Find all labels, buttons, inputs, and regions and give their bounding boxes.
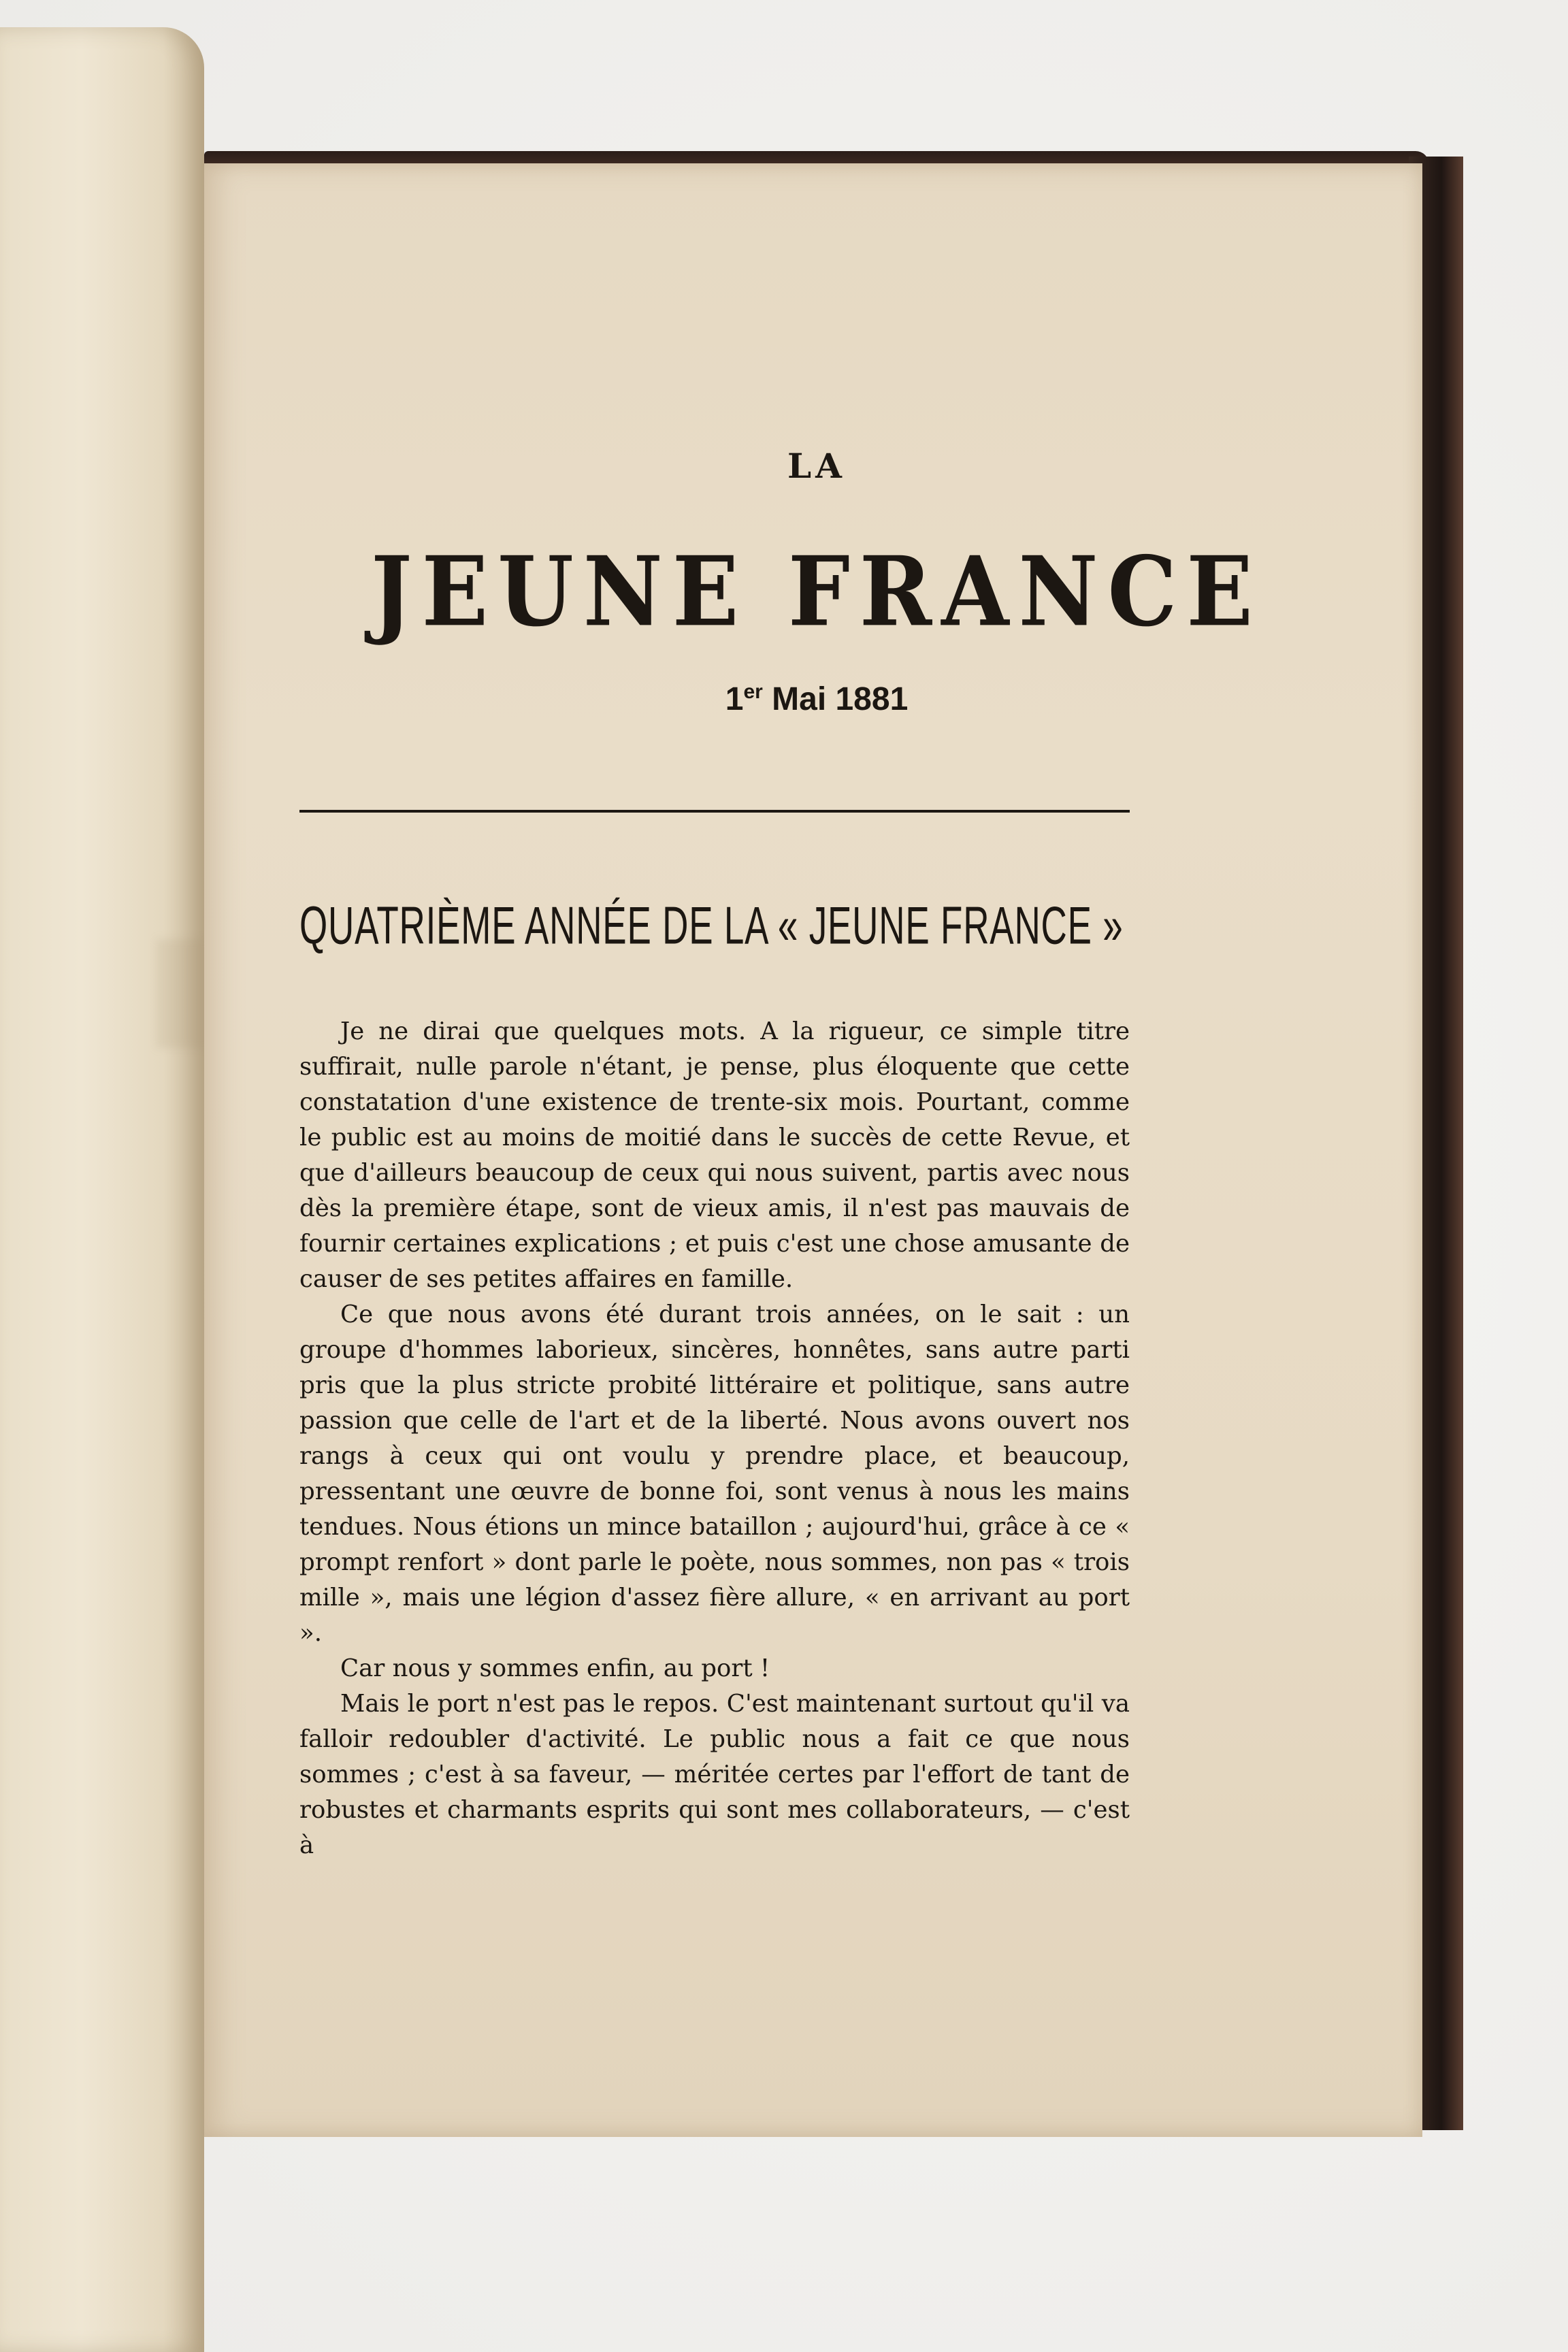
date-month-year: Mai 1881 <box>762 681 909 717</box>
paragraph-1: Je ne dirai que quelques mots. A la rigueur, ce simple titre suffirait, nulle parole n'étant, je pense, plus éloquente que cette constatation d'une existence de trente-six mois. Pourtant, comme le public est au moins de moitié dans le succès de cette Revue, et que d'ailleurs beaucoup de ceux qui nous suivent, partis avec nous dès la première étape, sont de vieux amis, il n'est pas mauvais de fournir certaines explications ; et puis c'est une chose amusante de causer de ses petites affaires en famille. <box>299 1017 1130 1293</box>
article-body <box>299 1014 1130 1863</box>
date-day: 1 <box>725 681 744 717</box>
left-page-show-through <box>157 939 204 1048</box>
left-page <box>0 27 204 2352</box>
masthead-la: LA <box>787 446 846 486</box>
paragraph-2: Ce que nous avons été durant trois années, on le sait : un groupe d'hommes laborieux, sincères, honnêtes, sans autre parti pris que la plus stricte probité littéraire et politique, sans autre passion que celle de l'art et de la liberté. Nous avons ouvert nos rangs à ceux qui ont voulu y prendre place, et beaucoup, pressentant une œuvre de bonne foi, sont venus à nous les mains tendues. Nous étions un mince bataillon ; aujourd'hui, grâce à ce « prompt renfort » dont parle le poète, nous sommes, non pas « trois mille », mais une légion d'assez fière allure, « en arrivant au port ». <box>299 1301 1130 1647</box>
paragraph-4: Mais le port n'est pas le repos. C'est maintenant surtout qu'il va falloir redoubler d'activité. Le public nous a fait ce que nous sommes ; c'est à sa faveur, — méritée certes par l'effort de tant de robustes et charmants esprits qui sont mes collaborateurs, — c'est à <box>299 1690 1130 1859</box>
issue-date <box>299 681 1334 718</box>
paragraph-3: Car nous y sommes enfin, au port ! <box>340 1654 770 1682</box>
separator-rule <box>299 810 1130 813</box>
article-title: QUATRIÈME ANNÉE DE LA « JEUNE FRANCE » <box>299 896 1124 956</box>
masthead-title: JEUNE FRANCE <box>371 536 1262 649</box>
date-ordinal: er <box>743 681 763 703</box>
right-page <box>204 163 1422 2137</box>
